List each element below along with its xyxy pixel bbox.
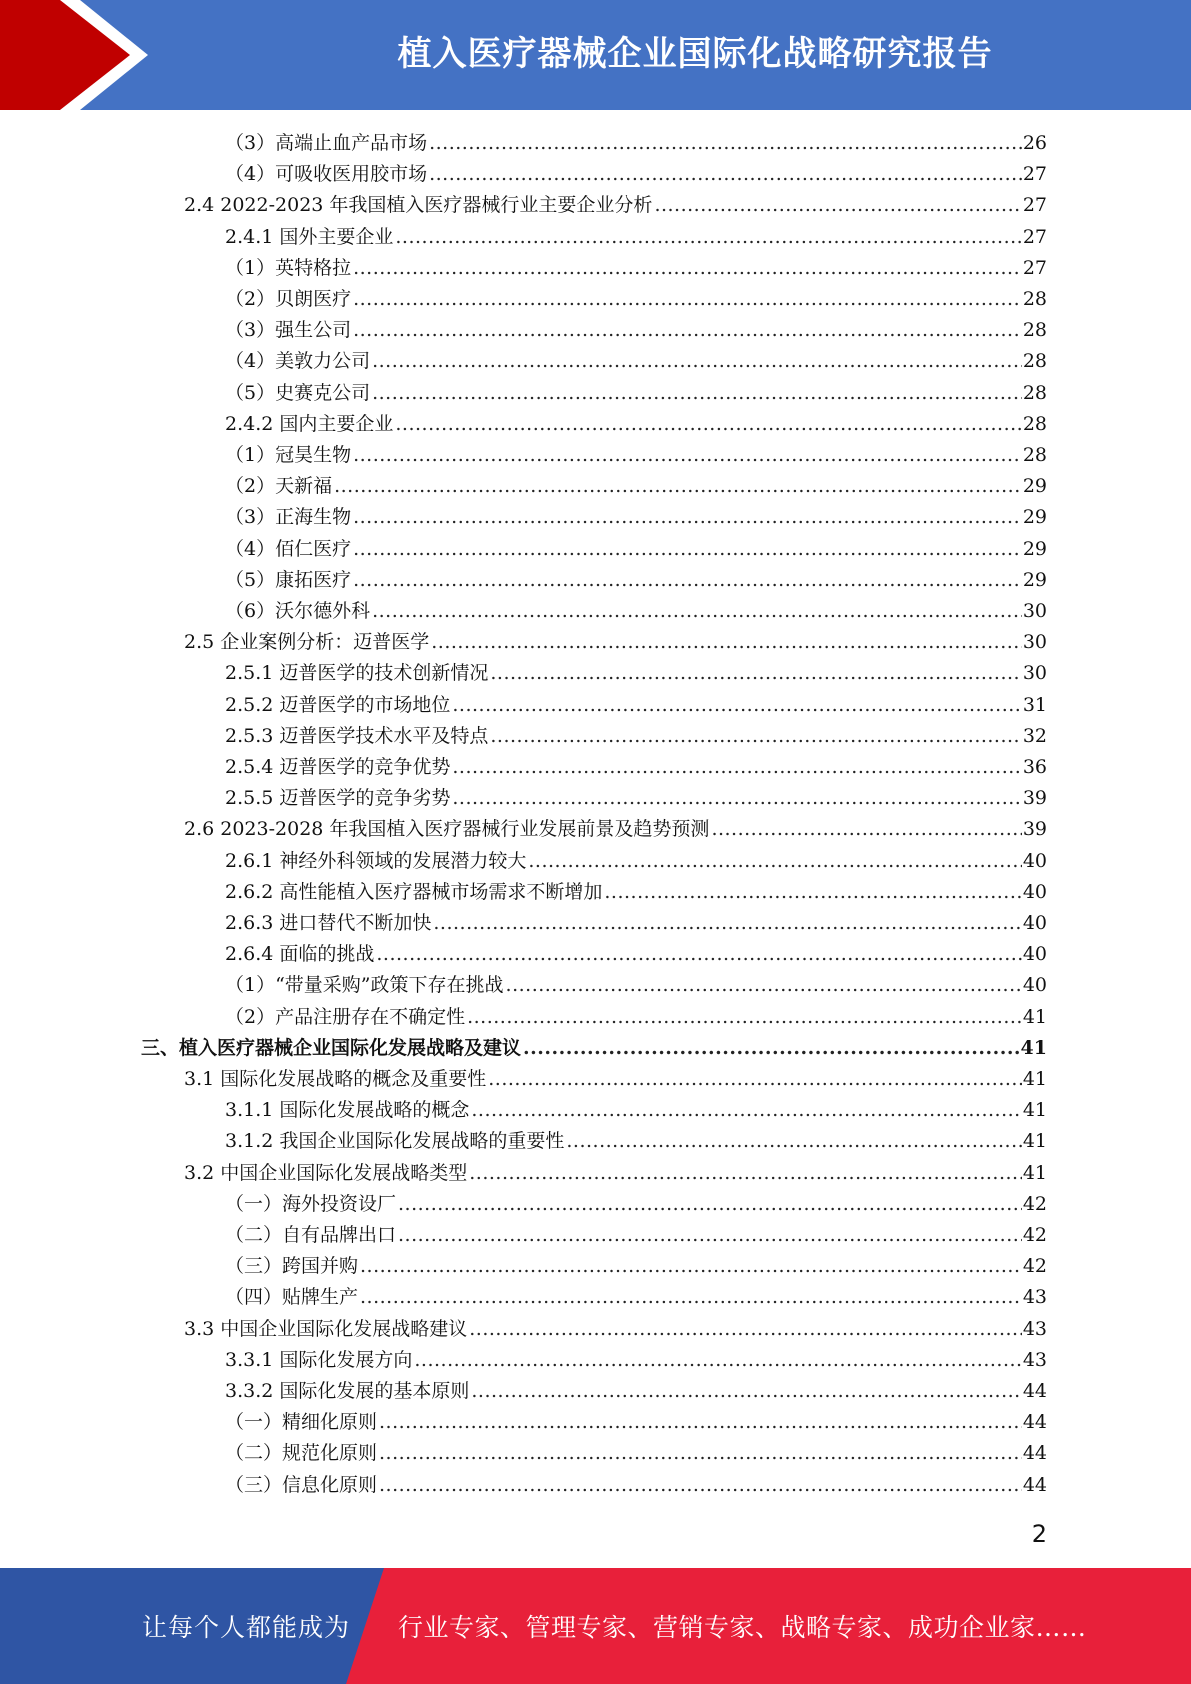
toc-dot-leader <box>379 1470 1022 1501</box>
toc-entry-title: 2.5.5 迈普医学的竞争劣势 <box>225 787 451 810</box>
toc-entry[interactable] <box>0 502 1191 533</box>
toc-entry[interactable] <box>0 1126 1191 1157</box>
toc-dot-leader <box>353 565 1022 596</box>
toc-dot-leader <box>452 690 1021 721</box>
toc-entry-title: 3.2 中国企业国际化发展战略类型 <box>184 1161 468 1184</box>
toc-entry-page: 31 <box>1022 693 1047 716</box>
toc-dot-leader <box>711 814 1021 845</box>
toc-entry[interactable] <box>0 1158 1191 1189</box>
toc-entry-title: 2.6.3 进口替代不断加快 <box>225 912 432 934</box>
toc-entry[interactable] <box>0 1438 1191 1469</box>
toc-entry-page: 28 <box>1022 350 1047 373</box>
toc-entry-page: 28 <box>1022 444 1047 466</box>
toc-entry[interactable] <box>0 1220 1191 1251</box>
toc-entry-page: 28 <box>1022 381 1047 404</box>
toc-entry-page: 43 <box>1022 1348 1047 1371</box>
toc-dot-leader <box>506 970 1022 1001</box>
toc-dot-leader <box>353 502 1022 533</box>
toc-entry[interactable] <box>0 752 1191 783</box>
toc-entry-title: 2.5 企业案例分析：迈普医学 <box>184 631 430 654</box>
toc-entry-page: 42 <box>1022 1224 1047 1246</box>
footer-slogan-right: 行业专家、管理专家、营销专家、战略专家、成功企业家…… <box>398 1613 1087 1642</box>
toc-dot-leader <box>452 783 1021 814</box>
report-title: 植入医疗器械企业国际化战略研究报告 <box>397 34 993 74</box>
toc-entry-page: 27 <box>1022 256 1047 279</box>
toc-entry-title: （1）冠昊生物 <box>225 444 352 466</box>
toc-entry-title: 2.6 2023-2028 年我国植入医疗器械行业发展前景及趋势预测 <box>184 818 710 841</box>
toc-entry-page: 41 <box>1022 1005 1047 1028</box>
toc-entry[interactable] <box>0 1282 1191 1313</box>
toc-entry-title: （3）高端止血产品市场 <box>225 132 428 154</box>
toc-entry-page: 44 <box>1022 1442 1047 1465</box>
toc-entry[interactable] <box>0 534 1191 565</box>
toc-entry-title: （一）海外投资设厂 <box>225 1192 397 1215</box>
toc-entry-title: （5）康拓医疗 <box>225 568 352 591</box>
toc-dot-leader <box>398 1189 1022 1220</box>
toc-entry-title: 2.5.1 迈普医学的技术创新情况 <box>225 662 489 685</box>
toc-entry[interactable] <box>0 1033 1191 1064</box>
toc-entry-page: 27 <box>1022 194 1047 217</box>
toc-entry-title: （3）正海生物 <box>225 506 352 529</box>
toc-entry-title: （5）史赛克公司 <box>225 381 371 404</box>
footer-slogan-left: 让每个人都能成为 <box>142 1613 351 1642</box>
toc-entry-title: （4）佰仁医疗 <box>225 537 352 560</box>
toc-entry-title: 三、植入医疗器械企业国际化发展战略及建议 <box>141 1036 522 1059</box>
toc-entry-title: （1）英特格拉 <box>225 256 352 279</box>
toc-entry[interactable] <box>0 627 1191 658</box>
toc-entry[interactable] <box>0 846 1191 877</box>
toc-entry[interactable] <box>0 596 1191 627</box>
toc-entry[interactable] <box>0 939 1191 970</box>
toc-entry-page: 43 <box>1022 1286 1047 1309</box>
toc-dot-leader <box>376 939 1021 970</box>
toc-entry-page: 44 <box>1022 1473 1047 1496</box>
toc-entry[interactable] <box>0 565 1191 596</box>
toc-entry[interactable] <box>0 222 1191 253</box>
toc-entry-page: 28 <box>1022 319 1047 342</box>
toc-entry-title: 2.5.3 迈普医学技术水平及特点 <box>225 724 489 747</box>
toc-dot-leader <box>398 1220 1022 1251</box>
toc-dot-leader <box>523 1033 1020 1064</box>
toc-entry[interactable] <box>0 284 1191 315</box>
toc-entry-page: 42 <box>1022 1192 1047 1215</box>
toc-entry-title: 2.4.2 国内主要企业 <box>225 412 394 435</box>
toc-dot-leader <box>360 1282 1022 1313</box>
toc-entry[interactable] <box>0 970 1191 1001</box>
toc-entry[interactable] <box>0 471 1191 502</box>
toc-entry-page: 44 <box>1022 1411 1047 1434</box>
toc-entry-title: （一）精细化原则 <box>225 1411 378 1434</box>
toc-dot-leader <box>566 1126 1021 1157</box>
toc-entry[interactable] <box>0 690 1191 721</box>
toc-entry[interactable] <box>0 1064 1191 1095</box>
toc-entry-title: 3.1.1 国际化发展战略的概念 <box>225 1099 470 1122</box>
toc-entry-title: 3.3 中国企业国际化发展战略建议 <box>184 1317 468 1340</box>
header-chevron-graphic <box>0 0 160 110</box>
toc-dot-leader <box>353 284 1022 315</box>
toc-entry[interactable] <box>0 128 1191 159</box>
toc-entry-title: 2.6.2 高性能植入医疗器械市场需求不断增加 <box>225 880 603 903</box>
toc-entry-page: 41 <box>1022 1161 1047 1184</box>
toc-entry[interactable] <box>0 1251 1191 1282</box>
toc-dot-leader <box>452 752 1021 783</box>
toc-entry[interactable] <box>0 1095 1191 1126</box>
toc-entry-title: （四）贴牌生产 <box>225 1286 359 1309</box>
toc-dot-leader <box>467 1002 1022 1033</box>
toc-entry[interactable] <box>0 409 1191 440</box>
toc-dot-leader <box>471 1095 1021 1126</box>
toc-dot-leader <box>433 908 1021 939</box>
toc-entry[interactable] <box>0 378 1191 409</box>
toc-entry-title: （4）可吸收医用胶市场 <box>225 163 428 186</box>
toc-entry-title: 2.6.1 神经外科领域的发展潜力较大 <box>225 849 527 872</box>
toc-entry[interactable] <box>0 814 1191 845</box>
page-footer <box>0 1568 1191 1684</box>
toc-dot-leader <box>353 315 1022 346</box>
toc-entry-page: 42 <box>1022 1255 1047 1278</box>
toc-entry[interactable] <box>0 315 1191 346</box>
toc-dot-leader <box>469 1314 1022 1345</box>
toc-entry-title: 3.3.2 国际化发展的基本原则 <box>225 1380 470 1402</box>
toc-entry-page: 39 <box>1022 787 1047 810</box>
toc-entry-title: 3.1 国际化发展战略的概念及重要性 <box>184 1068 487 1090</box>
toc-entry-page: 41 <box>1022 1130 1047 1153</box>
toc-entry-title: 2.6.4 面临的挑战 <box>225 943 375 966</box>
toc-dot-leader <box>395 409 1021 440</box>
toc-entry[interactable] <box>0 1345 1191 1376</box>
toc-entry-page: 29 <box>1022 537 1047 560</box>
toc-entry-title: （6）沃尔德外科 <box>225 600 371 622</box>
toc-entry-title: （2）贝朗医疗 <box>225 288 352 310</box>
toc-dot-leader <box>528 846 1021 877</box>
toc-entry-page: 32 <box>1022 724 1047 747</box>
toc-entry-page: 36 <box>1022 756 1047 778</box>
toc-entry-page: 29 <box>1022 568 1047 591</box>
toc-entry-page: 40 <box>1022 880 1047 903</box>
toc-entry[interactable] <box>0 877 1191 908</box>
toc-entry[interactable] <box>0 721 1191 752</box>
toc-entry-title: （2）天新福 <box>225 475 333 498</box>
toc-dot-leader <box>379 1407 1022 1438</box>
toc-dot-leader <box>372 378 1022 409</box>
toc-entry-page: 40 <box>1022 974 1047 997</box>
toc-dot-leader <box>360 1251 1022 1282</box>
toc-dot-leader <box>379 1438 1022 1469</box>
toc-dot-leader <box>429 128 1022 159</box>
toc-entry-page: 40 <box>1022 849 1047 872</box>
toc-entry-page: 41 <box>1022 1068 1047 1090</box>
toc-dot-leader <box>490 658 1021 689</box>
toc-dot-leader <box>471 1376 1021 1407</box>
toc-entry[interactable] <box>0 253 1191 284</box>
toc-entry-page: 40 <box>1022 912 1047 934</box>
toc-dot-leader <box>353 253 1022 284</box>
toc-dot-leader <box>372 346 1022 377</box>
toc-dot-leader <box>334 471 1022 502</box>
toc-entry[interactable] <box>0 783 1191 814</box>
toc-dot-leader <box>353 440 1022 471</box>
toc-entry-page: 40 <box>1022 943 1047 966</box>
toc-entry-title: 2.4.1 国外主要企业 <box>225 225 394 248</box>
toc-entry-title: 2.4 2022-2023 年我国植入医疗器械行业主要企业分析 <box>184 194 653 217</box>
toc-entry[interactable] <box>0 1002 1191 1033</box>
toc-entry-page: 28 <box>1022 288 1047 310</box>
toc-dot-leader <box>372 596 1022 627</box>
toc-entry[interactable] <box>0 346 1191 377</box>
toc-entry-page: 30 <box>1022 600 1047 622</box>
toc-entry-title: （1）“带量采购”政策下存在挑战 <box>225 974 504 997</box>
toc-dot-leader <box>469 1158 1022 1189</box>
toc-entry[interactable] <box>0 908 1191 939</box>
toc-entry[interactable] <box>0 440 1191 471</box>
toc-entry-page: 30 <box>1022 662 1047 685</box>
toc-entry[interactable] <box>0 1189 1191 1220</box>
toc-dot-leader <box>431 627 1022 658</box>
toc-entry-title: （二）规范化原则 <box>225 1442 378 1465</box>
toc-dot-leader <box>604 877 1021 908</box>
page-number: 2 <box>1031 1520 1047 1548</box>
toc-dot-leader <box>414 1345 1021 1376</box>
toc-entry-title: 2.5.2 迈普医学的市场地位 <box>225 693 451 716</box>
toc-entry[interactable] <box>0 658 1191 689</box>
toc-entry-page: 43 <box>1022 1317 1047 1340</box>
toc-entry-title: （2）产品注册存在不确定性 <box>225 1005 466 1028</box>
toc-dot-leader <box>353 534 1022 565</box>
toc-entry-page: 29 <box>1022 506 1047 529</box>
toc-entry-title: （3）强生公司 <box>225 319 352 342</box>
toc-dot-leader <box>395 222 1021 253</box>
toc-entry[interactable] <box>0 1470 1191 1501</box>
toc-entry[interactable] <box>0 1407 1191 1438</box>
toc-entry-page: 26 <box>1022 132 1047 154</box>
toc-entry[interactable] <box>0 1314 1191 1345</box>
toc-entry-title: 3.1.2 我国企业国际化发展战略的重要性 <box>225 1130 565 1153</box>
toc-entry-title: （三）信息化原则 <box>225 1473 378 1496</box>
toc-entry-title: （4）美敦力公司 <box>225 350 371 373</box>
toc-entry-page: 27 <box>1022 163 1047 186</box>
toc-entry-title: 3.3.1 国际化发展方向 <box>225 1348 413 1371</box>
toc-entry[interactable] <box>0 1376 1191 1407</box>
toc-entry[interactable] <box>0 190 1191 221</box>
toc-entry-page: 28 <box>1022 412 1047 435</box>
toc-entry-page: 27 <box>1022 225 1047 248</box>
toc-entry-page: 30 <box>1022 631 1047 654</box>
toc-entry-page: 29 <box>1022 475 1047 498</box>
toc-entry-title: 2.5.4 迈普医学的竞争优势 <box>225 756 451 778</box>
toc-entry[interactable] <box>0 159 1191 190</box>
toc-dot-leader <box>490 721 1021 752</box>
toc-entry-page: 41 <box>1020 1036 1047 1059</box>
page-header <box>0 0 1191 110</box>
toc-dot-leader <box>429 159 1022 190</box>
toc-entry-title: （二）自有品牌出口 <box>225 1224 397 1246</box>
toc-dot-leader <box>488 1064 1022 1095</box>
toc-entry-page: 44 <box>1022 1380 1047 1402</box>
toc-entry-page: 41 <box>1022 1099 1047 1122</box>
toc-entry-page: 39 <box>1022 818 1047 841</box>
toc-dot-leader <box>654 190 1021 221</box>
toc-entry-title: （三）跨国并购 <box>225 1255 359 1278</box>
